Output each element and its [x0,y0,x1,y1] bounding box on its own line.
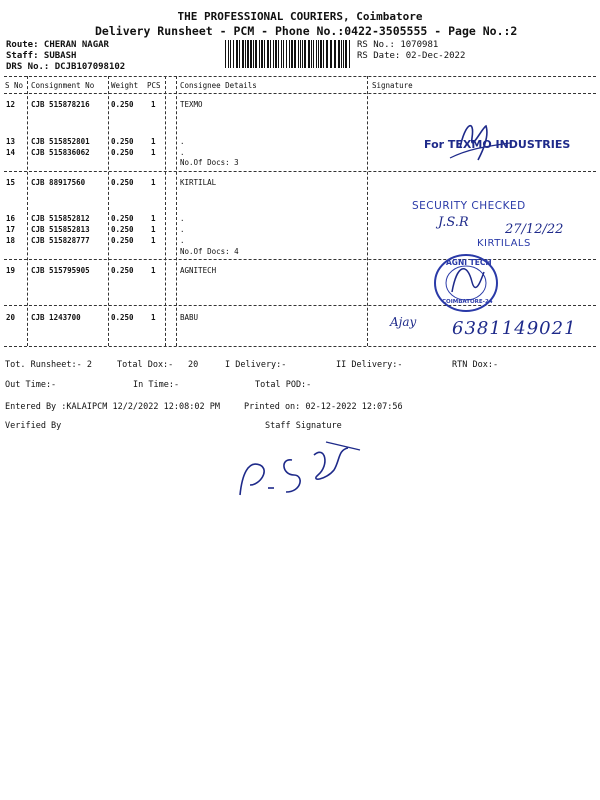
row-20-details: BABU [180,313,199,322]
row-14-weight: 0.250 [111,148,134,157]
col-signature: Signature [372,81,413,90]
babu-signature: Ajay [390,315,417,329]
col-consignee: Consignee Details [180,81,257,90]
row-16-pcs: 1 [151,214,156,223]
route: Route: CHERAN NAGAR [6,40,109,50]
row-16-cons: CJB 515852812 [31,214,90,223]
row-13-cons: CJB 515852801 [31,137,90,146]
row-16-sno: 16 [6,214,16,223]
row-15-cons: CJB 88917560 [31,178,86,187]
runsheet-subtitle: Delivery Runsheet - PCM - Phone No.:0422-3505555 - Page No.:2 [95,24,518,38]
row-19-details: AGNITECH [180,266,217,275]
row-17-details: . [180,225,185,234]
tot-runsheet: Tot. Runsheet:- 2 [5,360,92,370]
row-14-pcs: 1 [151,148,156,157]
rtn-dox: RTN Dox:- [452,360,499,370]
col-consignment: Consignment No [31,81,95,90]
company-title: THE PROFESSIONAL COURIERS, Coimbatore [177,10,423,23]
row-17-sno: 17 [6,225,16,234]
kirtilals-stamp: KIRTILALS [477,238,531,249]
row-20-cons: CJB 1243700 [31,313,81,322]
agnitech-seal-bottom: COIMBATORE-24 [442,299,493,305]
staff-signature-text [230,430,235,431]
row-14-sno: 14 [6,148,16,157]
row-20-pcs: 1 [151,313,156,322]
barcode [225,40,350,68]
row-18-weight: 0.250 [111,236,134,245]
row-20-sno: 20 [6,313,16,322]
row-12-details: TEXMO [180,100,203,109]
row-17-pcs: 1 [151,225,156,234]
babu-phone: 6381149021 [452,318,577,339]
row-18-cons: CJB 515828777 [31,236,90,245]
row-19-cons: CJB 515795905 [31,266,90,275]
total-dox-label: Total Dox:- [117,360,174,370]
row-17-weight: 0.250 [111,225,134,234]
docs-count-b: No.Of Docs: 4 [180,247,239,256]
row-14-cons: CJB 515836062 [31,148,90,157]
security-checked-stamp: SECURITY CHECKED [412,200,526,212]
row-18-pcs: 1 [151,236,156,245]
row-12-sno: 12 [6,100,16,109]
i-delivery: I Delivery:- [225,360,287,370]
row-20-weight: 0.250 [111,313,134,322]
row-15-pcs: 1 [151,178,156,187]
verified-by: Verified By [5,421,62,431]
rs-date: RS Date: 02-Dec-2022 [357,51,466,61]
agnitech-seal-top: AGNI TECH [446,258,492,267]
staff-signature [230,430,380,510]
row-15-details: KIRTILAL [180,178,217,187]
kirtilal-date: 27/12/22 [505,222,564,237]
row-13-details: . [180,137,185,146]
kirtilal-initials: J.S.R [438,215,469,230]
docs-count-a: No.Of Docs: 3 [180,158,239,167]
rs-number: RS No.: 1070981 [357,40,439,50]
texmo-stamp [420,118,590,168]
row-19-weight: 0.250 [111,266,134,275]
row-18-sno: 18 [6,236,16,245]
row-18-details: . [180,236,185,245]
col-pcs: PCS [147,81,161,90]
ii-delivery: II Delivery:- [336,360,403,370]
drs-number: DRS No.: DCJB107098102 [6,62,126,72]
agnitech-seal [432,252,500,314]
in-time: In Time:- [133,380,180,390]
row-16-details: . [180,214,185,223]
total-dox-value: 20 [188,360,199,370]
col-weight: Weight [111,81,139,90]
row-16-weight: 0.250 [111,214,134,223]
col-sno: S No [5,81,24,90]
row-17-cons: CJB 515852813 [31,225,90,234]
row-13-weight: 0.250 [111,137,134,146]
texmo-stamp-text: For TEXMO INDUSTRIES [424,138,571,151]
row-12-cons: CJB 515878216 [31,100,90,109]
entered-by: Entered By :KALAIPCM 12/2/2022 12:08:02 PM [5,402,220,412]
row-13-pcs: 1 [151,137,156,146]
row-19-pcs: 1 [151,266,156,275]
row-14-details: . [180,148,185,157]
printed-on: Printed on: 02-12-2022 12:07:56 [244,402,403,412]
row-12-pcs: 1 [151,100,156,109]
row-19-sno: 19 [6,266,16,275]
staff: Staff: SUBASH [6,51,77,61]
out-time: Out Time:- [5,380,57,390]
total-pod: Total POD:- [255,380,312,390]
row-12-weight: 0.250 [111,100,134,109]
row-15-weight: 0.250 [111,178,134,187]
staff-signature-label: Staff Signature [265,421,342,431]
row-13-sno: 13 [6,137,16,146]
row-15-sno: 15 [6,178,16,187]
